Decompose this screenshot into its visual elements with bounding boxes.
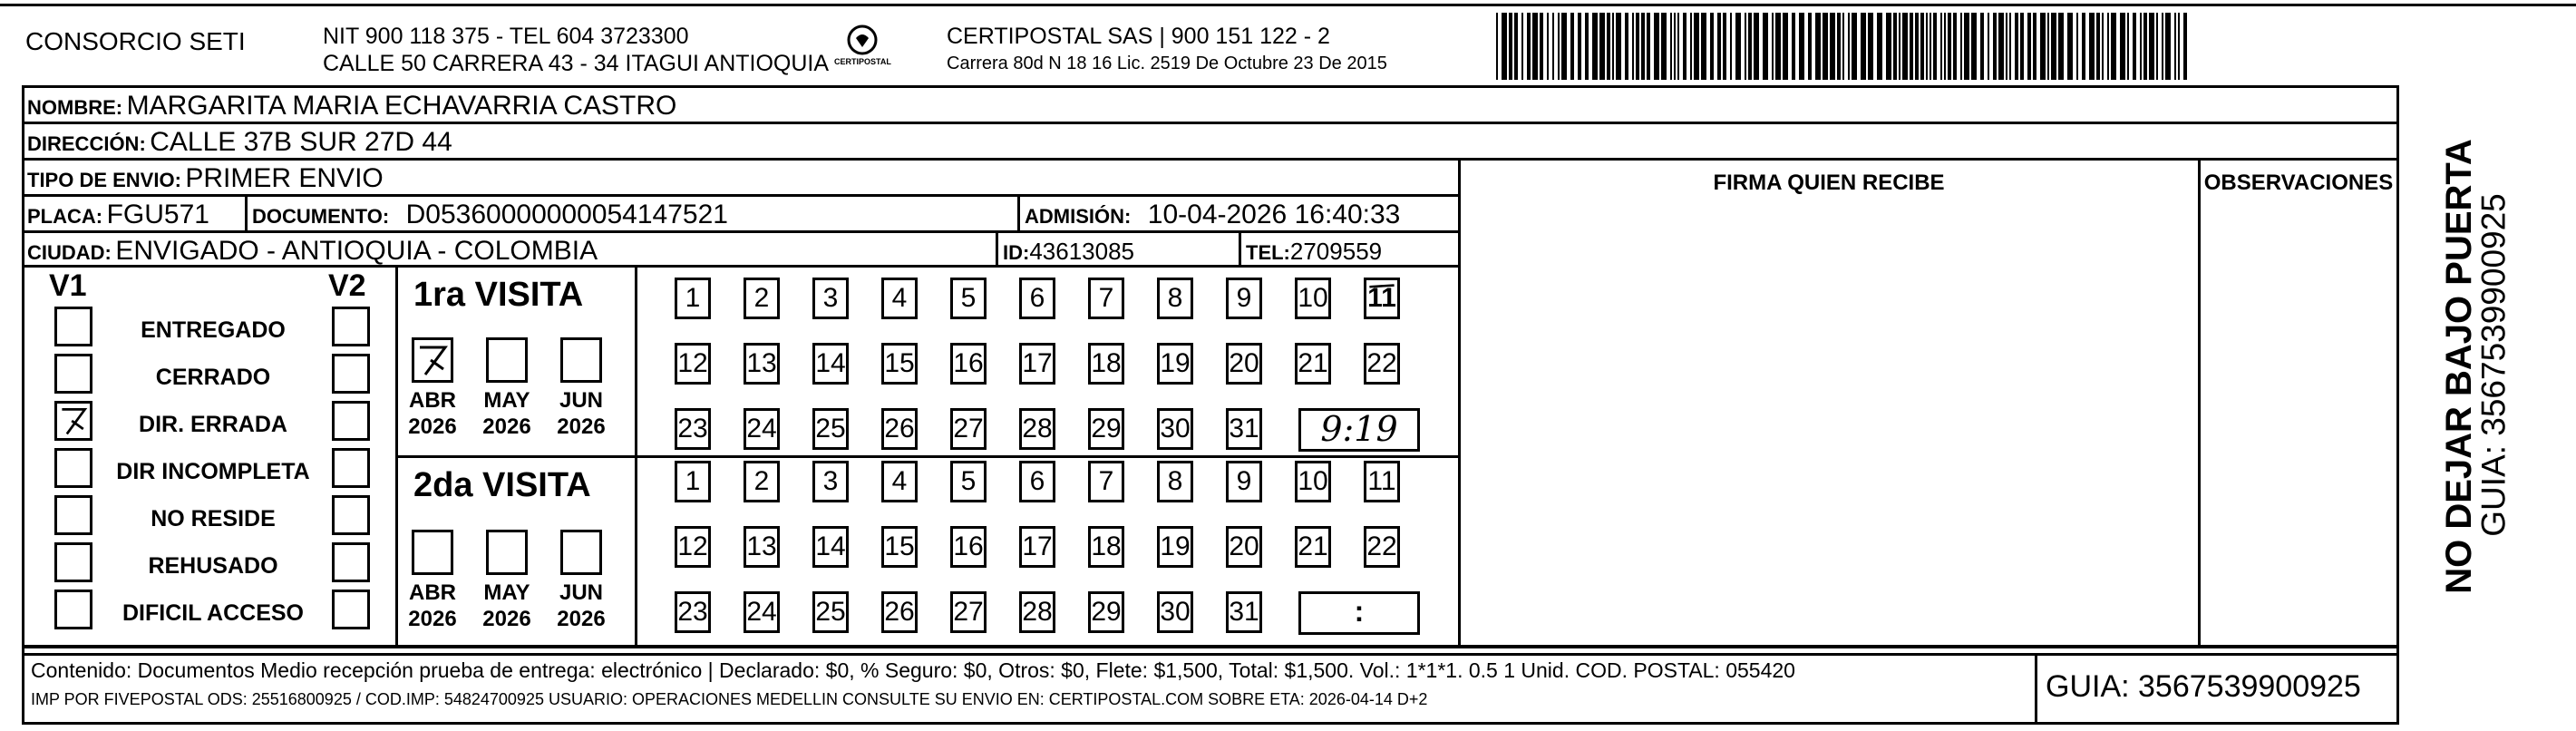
barcode-bar: [1599, 13, 1605, 80]
barcode-bar: [1636, 13, 1639, 80]
month-label: [475, 388, 539, 441]
month-label: [549, 388, 613, 441]
send-type-row: [27, 165, 384, 192]
v2-checkbox[interactable]: [332, 542, 370, 582]
barcode-bar: [1677, 13, 1679, 80]
day-box-5[interactable]: 5: [950, 461, 987, 502]
barcode-bar: [2143, 13, 2147, 80]
barcode-bar: [1592, 13, 1598, 80]
barcode-bar: [1808, 13, 1812, 80]
status-label: NO RESIDE: [151, 506, 276, 531]
barcode: [1496, 13, 2187, 80]
day-box-6[interactable]: 6: [1019, 278, 1055, 319]
barcode-bar: [1899, 13, 1900, 80]
day-box-31[interactable]: 31: [1226, 591, 1262, 633]
barcode-bar: [1933, 13, 1937, 80]
barcode-bar: [1960, 13, 1962, 80]
v1-checkbox[interactable]: [54, 307, 92, 346]
tel-row: [1246, 239, 1382, 263]
day-box-24[interactable]: 24: [744, 408, 780, 450]
barcode-bar: [2082, 13, 2085, 80]
day-box-5[interactable]: 5: [950, 278, 987, 319]
month-name: JUN: [559, 580, 603, 605]
barcode-bar: [1540, 13, 1543, 80]
day-box-16[interactable]: 16: [950, 343, 987, 385]
month-label: [549, 580, 613, 633]
barcode-bar: [1868, 13, 1873, 80]
month-year: 2026: [482, 414, 531, 439]
barcode-bar: [1690, 13, 1692, 80]
day-box-4[interactable]: 4: [881, 461, 918, 502]
day-box-4[interactable]: 4: [881, 278, 918, 319]
v1-checkbox[interactable]: [54, 448, 92, 488]
day-box-14[interactable]: 14: [812, 343, 849, 385]
month-label: [401, 388, 464, 441]
row-line: [22, 722, 2399, 725]
row-line: [22, 230, 1460, 233]
barcode-bar: [2149, 13, 2154, 80]
status-label: DIFICIL ACCESO: [122, 600, 304, 626]
v1-checkbox[interactable]: [54, 354, 92, 394]
license-line: Carrera 80d N 18 16 Lic. 2519 De Octubre 23 De 2015: [947, 54, 1387, 73]
day-box-22[interactable]: 22: [1364, 343, 1400, 385]
day-box-30[interactable]: 30: [1157, 408, 1193, 450]
day-box-27[interactable]: 27: [950, 408, 987, 450]
barcode-bar: [1754, 13, 1759, 80]
barcode-bar: [1971, 13, 1977, 80]
day-box-1[interactable]: 1: [675, 461, 711, 502]
logo-text: CERTIPOSTAL: [834, 57, 891, 66]
day-box-26[interactable]: 26: [881, 591, 918, 633]
barcode-bar: [2133, 13, 2136, 80]
v2-header: V2: [328, 268, 366, 303]
month-year: 2026: [482, 606, 531, 631]
v1-checkbox[interactable]: [54, 542, 92, 582]
barcode-bar: [1674, 13, 1676, 80]
day-box-28[interactable]: 28: [1019, 408, 1055, 450]
v2-checkbox[interactable]: [332, 448, 370, 488]
status-label: DIR INCOMPLETA: [116, 459, 310, 484]
name-row: [27, 93, 676, 120]
barcode-bar: [2107, 13, 2109, 80]
barcode-bar: [1558, 13, 1560, 80]
barcode-bar: [1694, 13, 1699, 80]
day-box-8[interactable]: 8: [1157, 278, 1193, 319]
day-box-30[interactable]: 30: [1157, 591, 1193, 633]
barcode-bar: [2040, 13, 2046, 80]
barcode-bar: [1735, 13, 1741, 80]
tel-value: 2709559: [1289, 238, 1383, 265]
month-name: ABR: [409, 580, 456, 605]
day-box-7[interactable]: 7: [1088, 278, 1124, 319]
document-value: D05360000000054147521: [405, 200, 728, 229]
barcode-bar: [2089, 13, 2095, 80]
col-line: [1458, 158, 1461, 648]
barcode-bar: [1647, 13, 1650, 80]
barcode-bar: [1964, 13, 1969, 80]
month-checkbox-jun[interactable]: [560, 337, 602, 383]
month-label: [401, 580, 464, 633]
tel-label: TEL:: [1246, 241, 1290, 264]
v2-checkbox[interactable]: [332, 590, 370, 629]
address-line: CALLE 50 CARRERA 43 - 34 ITAGUI ANTIOQUIA: [323, 51, 830, 76]
barcode-bar: [1514, 13, 1518, 80]
barcode-bar: [2174, 13, 2176, 80]
send-type-value: PRIMER ENVIO: [185, 163, 384, 193]
status-label: REHUSADO: [148, 553, 278, 579]
month-year: 2026: [557, 606, 606, 631]
barcode-bar: [2047, 13, 2049, 80]
v2-checkbox[interactable]: [332, 307, 370, 346]
barcode-bar: [1661, 13, 1667, 80]
row-line: [22, 653, 2399, 656]
day-number: 11: [1367, 283, 1396, 313]
barcode-bar: [1496, 13, 1498, 80]
barcode-bar: [1861, 13, 1866, 80]
day-box-21[interactable]: 21: [1295, 343, 1331, 385]
v1-checkbox[interactable]: [54, 495, 92, 535]
barcode-bar: [1775, 13, 1781, 80]
day-box-22[interactable]: 22: [1364, 526, 1400, 568]
day-box-27[interactable]: 27: [950, 591, 987, 633]
barcode-bar: [1783, 13, 1788, 80]
barcode-bar: [2015, 13, 2018, 80]
barcode-bar: [2111, 13, 2116, 80]
day-box-13[interactable]: 13: [744, 343, 780, 385]
day-box-15[interactable]: 15: [881, 343, 918, 385]
admission-row: [1025, 201, 1400, 229]
admission-value: 10-04-2026 16:40:33: [1147, 200, 1401, 229]
day-box-15[interactable]: 15: [881, 526, 918, 568]
day-box-17[interactable]: 17: [1019, 343, 1055, 385]
side-text: [2412, 118, 2576, 644]
admission-label: ADMISIÓN:: [1025, 205, 1132, 228]
barcode-bar: [1701, 13, 1706, 80]
barcode-bar: [1842, 13, 1844, 80]
v1-checkbox[interactable]: [54, 590, 92, 629]
send-type-label: TIPO DE ENVIO:: [27, 169, 181, 191]
day-box-25[interactable]: 25: [812, 591, 849, 633]
day-box-3[interactable]: 3: [812, 278, 849, 319]
row-line: [22, 122, 2399, 124]
barcode-bar: [1848, 13, 1850, 80]
day-box-10[interactable]: 10: [1295, 461, 1331, 502]
visit2-time: :: [1354, 595, 1365, 628]
day-box-11[interactable]: 11: [1364, 461, 1400, 502]
barcode-bar: [1552, 13, 1554, 80]
barcode-bar: [1654, 13, 1659, 80]
month-checkbox-may[interactable]: [486, 337, 528, 383]
barcode-bar: [1877, 13, 1882, 80]
barcode-bar: [1886, 13, 1891, 80]
barcode-bar: [2127, 13, 2129, 80]
name-value: MARGARITA MARIA ECHAVARRIA CASTRO: [126, 91, 677, 121]
name-label: NOMBRE:: [27, 96, 123, 119]
certipostal-logo: [831, 24, 894, 74]
barcode-bar: [1920, 13, 1924, 80]
barcode-bar: [2051, 13, 2056, 80]
barcode-bar: [1521, 13, 1523, 80]
col-line: [2035, 653, 2037, 724]
visit-divider: [395, 455, 1460, 458]
day-box-25[interactable]: 25: [812, 408, 849, 450]
city-label: CIUDAD:: [27, 241, 112, 264]
barcode-bar: [2140, 13, 2142, 80]
month-year: 2026: [557, 414, 606, 439]
barcode-bar: [1710, 13, 1714, 80]
month-checkbox-jun[interactable]: [560, 530, 602, 575]
day-box-9[interactable]: 9: [1226, 461, 1262, 502]
day-box-16[interactable]: 16: [950, 526, 987, 568]
day-box-1[interactable]: 1: [675, 278, 711, 319]
barcode-bar: [1532, 13, 1538, 80]
barcode-bar: [1930, 13, 1931, 80]
id-value: 43613085: [1029, 238, 1135, 265]
day-box-29[interactable]: 29: [1088, 591, 1124, 633]
day-box-14[interactable]: 14: [812, 526, 849, 568]
barcode-bar: [1988, 13, 1989, 80]
nit-line: NIT 900 118 375 - TEL 604 3723300: [323, 24, 689, 49]
barcode-bar: [1815, 13, 1821, 80]
top-border: [0, 4, 2576, 6]
barcode-bar: [2165, 13, 2171, 80]
barcode-bar: [1893, 13, 1897, 80]
row-line: [22, 646, 2399, 648]
day-box-13[interactable]: 13: [744, 526, 780, 568]
visit1-time: 9:19: [1320, 409, 1398, 449]
day-box-12[interactable]: 12: [675, 343, 711, 385]
barcode-bar: [2058, 13, 2064, 80]
month-name: MAY: [483, 388, 530, 413]
barcode-bar: [2006, 13, 2007, 80]
month-label: [475, 580, 539, 633]
barcode-bar: [1926, 13, 1928, 80]
day-box-18[interactable]: 18: [1088, 343, 1124, 385]
visit1-title: 1ra VISITA: [413, 276, 584, 314]
barcode-bar: [1998, 13, 2004, 80]
id-label: ID:: [1003, 241, 1030, 264]
day-box-23[interactable]: 23: [675, 408, 711, 450]
document-label: DOCUMENTO:: [252, 205, 390, 228]
barcode-bar: [2067, 13, 2073, 80]
barcode-bar: [1993, 13, 1997, 80]
barcode-bar: [1578, 13, 1581, 80]
plate-label: PLACA:: [27, 205, 103, 228]
barcode-bar: [1670, 13, 1672, 80]
barcode-bar: [2009, 13, 2011, 80]
address-value: CALLE 37B SUR 27D 44: [150, 127, 452, 157]
month-checkbox-abr[interactable]: [412, 337, 453, 383]
day-box-10[interactable]: 10: [1295, 278, 1331, 319]
frame-right: [2396, 646, 2399, 725]
v1-checkbox[interactable]: [54, 401, 92, 441]
barcode-bar: [1527, 13, 1531, 80]
barcode-bar: [1748, 13, 1752, 80]
barcode-bar: [1585, 13, 1589, 80]
plate-value: FGU571: [106, 200, 209, 229]
barcode-bar: [2162, 13, 2163, 80]
day-box-2[interactable]: 2: [744, 461, 780, 502]
day-box-20[interactable]: 20: [1226, 526, 1262, 568]
barcode-bar: [1616, 13, 1621, 80]
barcode-bar: [1772, 13, 1774, 80]
side-guia: GUIA: 3567539900925: [2474, 193, 2513, 537]
barcode-bar: [1830, 13, 1835, 80]
barcode-bar: [1910, 13, 1913, 80]
plate-row: [27, 201, 209, 229]
barcode-bar: [2178, 13, 2180, 80]
day-box-28[interactable]: 28: [1019, 591, 1055, 633]
status-label: CERRADO: [155, 365, 271, 390]
day-box-7[interactable]: 7: [1088, 461, 1124, 502]
v2-checkbox[interactable]: [332, 401, 370, 441]
status-label: DIR. ERRADA: [139, 412, 287, 437]
company-name: CONSORCIO SETI: [25, 27, 246, 55]
day-box-31[interactable]: 31: [1226, 408, 1262, 450]
day-box-6[interactable]: 6: [1019, 461, 1055, 502]
imp-line: IMP POR FIVEPOSTAL ODS: 25516800925 / COD.IMP: 54824700925 USUARIO: OPERACIONES MEDELLIN CONSULTE SU ENVIO EN: CERTIPOSTAL.COM SOBRE ETA: 2026-04-14 D+2: [31, 690, 1428, 708]
day-box-8[interactable]: 8: [1157, 461, 1193, 502]
barcode-bar: [1561, 13, 1567, 80]
col-line: [245, 194, 248, 232]
day-box-11[interactable]: [1364, 278, 1400, 319]
barcode-bar: [1607, 13, 1610, 80]
col-line: [1239, 230, 1241, 267]
observations-header: OBSERVACIONES: [2203, 171, 2394, 195]
barcode-bar: [1902, 13, 1908, 80]
barcode-bar: [1837, 13, 1841, 80]
day-box-19[interactable]: 19: [1157, 526, 1193, 568]
address-label: DIRECCIÓN:: [27, 132, 146, 155]
barcode-bar: [1980, 13, 1984, 80]
barcode-bar: [1763, 13, 1768, 80]
barcode-bar: [1792, 13, 1795, 80]
barcode-bar: [1915, 13, 1919, 80]
check-mark-icon: [57, 404, 90, 438]
month-checkbox-abr[interactable]: [412, 530, 453, 575]
v2-checkbox[interactable]: [332, 354, 370, 394]
barcode-bar: [1730, 13, 1732, 80]
day-box-2[interactable]: 2: [744, 278, 780, 319]
signature-header: FIRMA QUIEN RECIBE: [1713, 171, 1945, 195]
col-line: [2198, 158, 2201, 648]
col-line: [996, 230, 998, 267]
month-name: MAY: [483, 580, 530, 605]
barcode-bar: [2020, 13, 2024, 80]
barcode-bar: [1502, 13, 1507, 80]
document-row: [252, 201, 728, 229]
barcode-bar: [2076, 13, 2078, 80]
barcode-bar: [1852, 13, 1857, 80]
barcode-bar: [2027, 13, 2031, 80]
month-name: ABR: [409, 388, 456, 413]
barcode-bar: [2120, 13, 2125, 80]
day-box-24[interactable]: 24: [744, 591, 780, 633]
frame-left: [22, 646, 24, 725]
city-value: ENVIGADO - ANTIOQUIA - COLOMBIA: [115, 236, 598, 266]
barcode-bar: [1641, 13, 1645, 80]
barcode-bar: [1683, 13, 1687, 80]
barcode-bar: [1948, 13, 1951, 80]
barcode-bar: [2102, 13, 2104, 80]
col-line: [1017, 194, 1020, 232]
day-box-19[interactable]: 19: [1157, 343, 1193, 385]
barcode-bar: [1940, 13, 1942, 80]
day-box-21[interactable]: 21: [1295, 526, 1331, 568]
month-year: 2026: [408, 414, 457, 439]
barcode-bar: [1723, 13, 1726, 80]
barcode-bar: [2096, 13, 2100, 80]
v1-header: V1: [49, 268, 87, 303]
day-box-23[interactable]: 23: [675, 591, 711, 633]
no-dejar-warning: NO DEJAR BAJO PUERTA: [2439, 139, 2479, 594]
row-line: [22, 158, 2399, 161]
v2-checkbox[interactable]: [332, 495, 370, 535]
barcode-bar: [1823, 13, 1828, 80]
barcode-bar: [2033, 13, 2036, 80]
barcode-bar: [2156, 13, 2158, 80]
check-mark-icon: [414, 340, 451, 380]
day-box-29[interactable]: 29: [1088, 408, 1124, 450]
id-row: [1003, 239, 1134, 263]
content-line: Contenido: Documentos Medio recepción prueba de entrega: electrónico | Declarado: $0, % Seguro: $0, Otros: $0, Flete: $1,500, Total: $1,500. Vol.: 1*1*1. 0.5 1 Unid. COD. POSTAL: 055420: [31, 658, 1795, 682]
month-name: JUN: [559, 388, 603, 413]
barcode-bar: [1717, 13, 1721, 80]
barcode-bar: [1547, 13, 1549, 80]
barcode-bar: [1612, 13, 1614, 80]
barcode-bar: [1570, 13, 1574, 80]
day-box-9[interactable]: 9: [1226, 278, 1262, 319]
barcode-bar: [1509, 13, 1512, 80]
month-year: 2026: [408, 606, 457, 631]
row-line: [22, 194, 1460, 197]
day-check-mark-icon: [1366, 280, 1397, 317]
visit2-title: 2da VISITA: [413, 466, 591, 504]
barcode-bar: [1632, 13, 1634, 80]
barcode-bar: [1799, 13, 1804, 80]
address-row: [27, 129, 452, 156]
barcode-bar: [1745, 13, 1746, 80]
day-box-18[interactable]: 18: [1088, 526, 1124, 568]
barcode-bar: [2183, 13, 2187, 80]
barcode-bar: [1953, 13, 1957, 80]
city-row: [27, 238, 598, 265]
month-checkbox-may[interactable]: [486, 530, 528, 575]
day-box-12[interactable]: 12: [675, 526, 711, 568]
barcode-bar: [1944, 13, 1946, 80]
day-box-26[interactable]: 26: [881, 408, 918, 450]
barcode-bar: [1625, 13, 1628, 80]
day-box-20[interactable]: 20: [1226, 343, 1262, 385]
footer-guia: GUIA: 3567539900925: [2046, 669, 2361, 704]
carrier-line: CERTIPOSTAL SAS | 900 151 122 - 2: [947, 24, 1330, 49]
day-box-3[interactable]: 3: [812, 461, 849, 502]
status-label: ENTREGADO: [141, 317, 286, 343]
day-box-17[interactable]: 17: [1019, 526, 1055, 568]
